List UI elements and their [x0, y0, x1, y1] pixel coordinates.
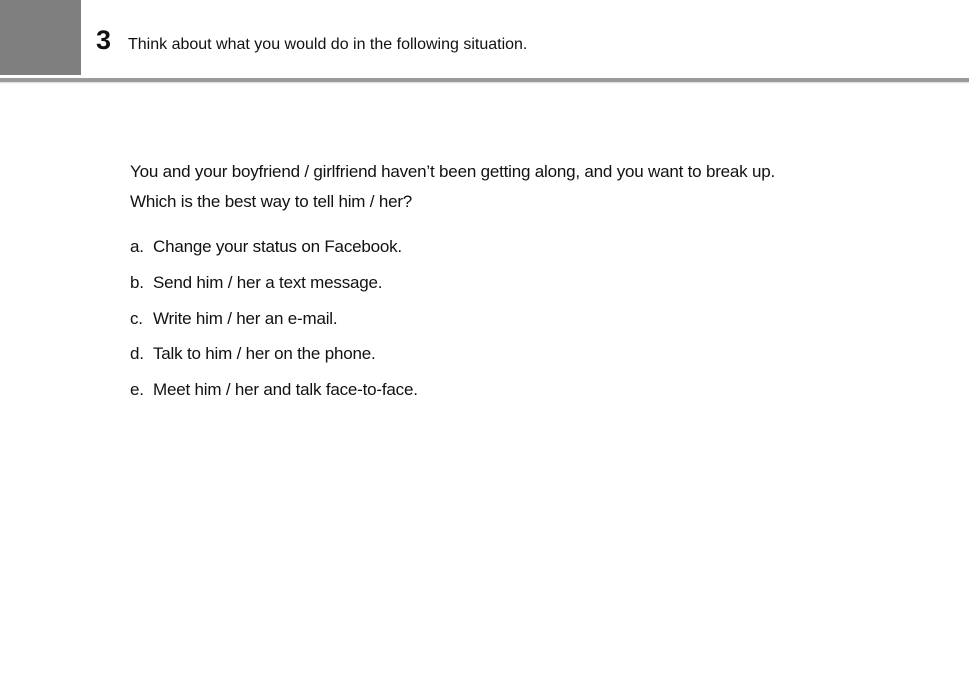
- option-text: Meet him / her and talk face-to-face.: [153, 380, 418, 400]
- option-letter: c.: [130, 308, 143, 328]
- option-letter: a.: [130, 237, 144, 256]
- option-e: [130, 375, 418, 411]
- option-letter: e.: [130, 380, 144, 400]
- option-c: [130, 304, 418, 340]
- option-a: [130, 232, 418, 268]
- answer-options-list: [130, 232, 418, 411]
- header-gray-block: [0, 0, 81, 75]
- option-b: [130, 268, 418, 304]
- option-text: Write him / her an e-mail.: [153, 308, 338, 328]
- exercise-instruction: Think about what you would do in the following situation.: [128, 36, 528, 53]
- option-text: Talk to him / her on the phone.: [153, 344, 376, 364]
- scenario-line-1: You and your boyfriend / girlfriend haven’t been getting along, and you want to break up.: [130, 162, 776, 181]
- scenario-line-2: Which is the best way to tell him / her?: [130, 192, 413, 211]
- exercise-number: 3: [96, 25, 112, 55]
- option-letter: d.: [130, 344, 144, 364]
- option-text: Send him / her a text message.: [153, 272, 383, 292]
- option-letter: b.: [130, 272, 144, 292]
- option-text: Change your status on Facebook.: [153, 237, 402, 256]
- option-d: [130, 339, 418, 375]
- scenario-text: [130, 157, 850, 217]
- header-divider: [0, 78, 969, 82]
